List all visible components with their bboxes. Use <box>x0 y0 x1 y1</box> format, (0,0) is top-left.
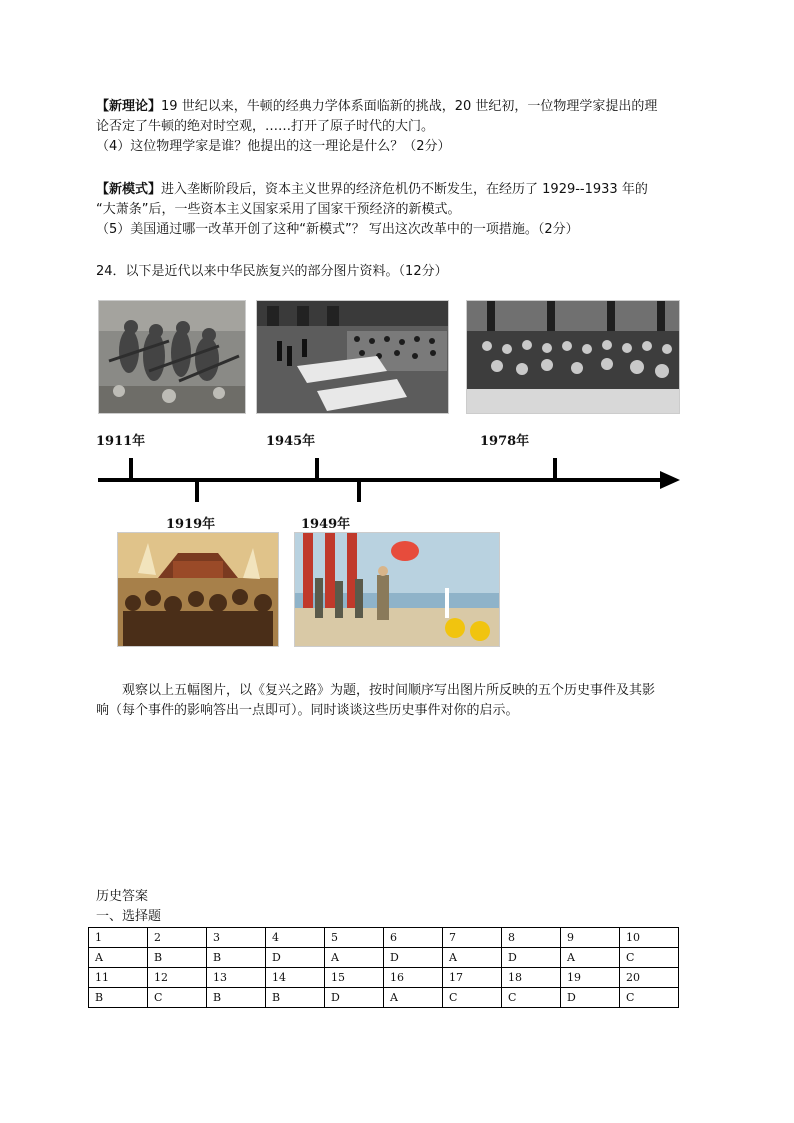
table-cell: 7 <box>443 928 502 948</box>
photo-1911-revolution-relief <box>98 300 246 414</box>
theory-tag: 【新理论】 <box>96 99 162 114</box>
photo-1949-founding-ceremony <box>294 532 500 647</box>
table-cell: 11 <box>89 968 148 988</box>
theory-paragraph-line1 <box>96 98 657 116</box>
table-cell: 17 <box>443 968 502 988</box>
table-cell: A <box>325 948 384 968</box>
table-cell: 10 <box>620 928 679 948</box>
table-cell: 3 <box>207 928 266 948</box>
timeline-arrow-icon <box>660 471 680 489</box>
question-24-title: 24．以下是近代以来中华民族复兴的部分图片资料。（12分） <box>96 264 448 279</box>
table-cell: 14 <box>266 968 325 988</box>
table-cell: 2 <box>148 928 207 948</box>
photo-1978-plenary-session <box>466 300 680 414</box>
table-cell: B <box>148 948 207 968</box>
tick-1978 <box>553 458 557 480</box>
timeline-axis <box>98 478 662 482</box>
table-cell: 8 <box>502 928 561 948</box>
table-cell: D <box>325 988 384 1008</box>
table-cell: C <box>620 948 679 968</box>
question-4: （4）这位物理学家是谁？他提出的这一理论是什么？（2分） <box>96 139 451 154</box>
table-cell: A <box>89 948 148 968</box>
table-cell: 6 <box>384 928 443 948</box>
photo-1945-conference <box>256 300 449 414</box>
answer-table <box>88 927 679 1008</box>
table-cell: 18 <box>502 968 561 988</box>
answers-heading: 历史答案 <box>96 889 149 904</box>
tick-1949 <box>357 480 361 502</box>
year-1919: 1919年 <box>166 517 216 532</box>
theory-text-2: 论否定了牛顿的绝对时空观，……打开了原子时代的大门。 <box>96 119 435 134</box>
question-24-prompt-1: 观察以上五幅图片，以《复兴之路》为题，按时间顺序写出图片所反映的五个历史事件及其影 <box>122 683 656 698</box>
question-24-prompt-2: 响（每个事件的影响答出一点即可）。同时谈谈这些历史事件对你的启示。 <box>96 703 519 718</box>
table-cell: 4 <box>266 928 325 948</box>
year-1949: 1949年 <box>301 517 351 532</box>
table-cell: 15 <box>325 968 384 988</box>
question-5: （5）美国通过哪一改革开创了这种“新模式”？ 写出这次改革中的一项措施。（2分） <box>96 222 579 237</box>
table-cell: 19 <box>561 968 620 988</box>
table-cell: D <box>502 948 561 968</box>
table-cell: 13 <box>207 968 266 988</box>
table-cell: D <box>561 988 620 1008</box>
table-cell: B <box>207 988 266 1008</box>
model-paragraph-line1 <box>96 181 648 199</box>
table-row <box>89 948 679 968</box>
table-cell: C <box>148 988 207 1008</box>
table-cell: C <box>502 988 561 1008</box>
table-cell: C <box>443 988 502 1008</box>
table-cell: 20 <box>620 968 679 988</box>
answers-section: 一、选择题 <box>96 909 162 924</box>
model-tag: 【新模式】 <box>96 182 162 197</box>
table-cell: C <box>620 988 679 1008</box>
year-1911: 1911年 <box>96 434 146 449</box>
year-1945: 1945年 <box>266 434 316 449</box>
table-cell: A <box>384 988 443 1008</box>
table-cell: B <box>89 988 148 1008</box>
table-row <box>89 968 679 988</box>
table-cell: A <box>443 948 502 968</box>
table-row <box>89 928 679 948</box>
table-cell: D <box>384 948 443 968</box>
table-cell: 9 <box>561 928 620 948</box>
table-cell: D <box>266 948 325 968</box>
table-cell: A <box>561 948 620 968</box>
theory-text-1: 19 世纪以来，牛顿的经典力学体系面临新的挑战，20 世纪初，一位物理学家提出的理 <box>161 99 658 114</box>
table-cell: 1 <box>89 928 148 948</box>
tick-1945 <box>315 458 319 480</box>
tick-1919 <box>195 480 199 502</box>
table-cell: B <box>207 948 266 968</box>
table-cell: 5 <box>325 928 384 948</box>
year-1978: 1978年 <box>480 434 530 449</box>
model-text-2: “大萧条”后，一些资本主义国家采用了国家干预经济的新模式。 <box>96 202 461 217</box>
table-cell: 16 <box>384 968 443 988</box>
model-text-1: 进入垄断阶段后，资本主义世界的经济危机仍不断发生，在经历了 1929--1933 年的 <box>161 182 648 197</box>
table-row <box>89 988 679 1008</box>
photo-1919-may-fourth <box>117 532 279 647</box>
table-cell: 12 <box>148 968 207 988</box>
tick-1911 <box>129 458 133 480</box>
table-cell: B <box>266 988 325 1008</box>
